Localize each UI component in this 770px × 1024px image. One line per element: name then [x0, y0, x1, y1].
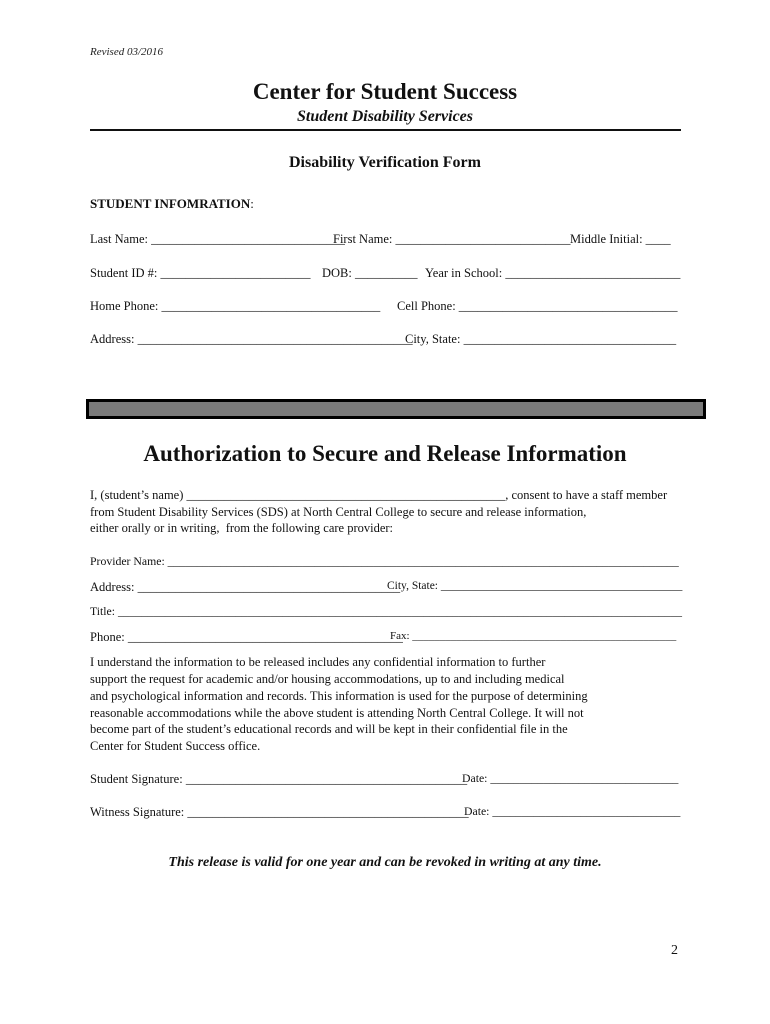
office-title: Center for Student Success [252, 79, 518, 104]
release-text-line: I understand the information to be released includes any confidential information to further [90, 655, 546, 669]
middle-initial-field[interactable]: Middle Initial: ____ [570, 232, 671, 246]
provider-city-state-field[interactable]: City, State: __________________________________________ [387, 580, 683, 592]
header-rule [90, 129, 681, 131]
year-in-school-field[interactable]: Year in School: ____________________________ [425, 266, 681, 280]
witness-signature-date-field[interactable]: Date: ________________________________ [464, 805, 681, 818]
student-info-heading [90, 196, 254, 212]
provider-phone-field[interactable]: Phone: ____________________________________________ [90, 630, 403, 644]
student-info-heading-text: STUDENT INFOMRATION [90, 196, 251, 211]
release-text-line: Center for Student Success office. [90, 739, 261, 753]
intro-text-line: from Student Disability Services (SDS) at North Central College to secure and release information, [90, 505, 587, 519]
authorization-title: Authorization to Secure and Release Information [143, 441, 627, 466]
release-text-line: support the request for academic and/or housing accommodations, up to and including medical [90, 672, 565, 686]
release-text-line: and psychological information and records. This information is used for the purpose of determining [90, 689, 588, 703]
validity-notice: This release is valid for one year and can be revoked in writing at any time. [168, 855, 602, 870]
home-phone-field[interactable]: Home Phone: ___________________________________ [90, 299, 381, 313]
section-divider-bar [86, 399, 706, 419]
student-address-field[interactable]: Address: ____________________________________________ [90, 332, 413, 346]
student-city-state-field[interactable]: City, State: __________________________________ [405, 332, 677, 346]
student-signature-date-field[interactable]: Date: ________________________________ [462, 772, 679, 785]
last-name-field[interactable]: Last Name: _______________________________ [90, 232, 345, 246]
provider-address-field[interactable]: Address: __________________________________________ [90, 580, 401, 594]
release-text-line: reasonable accommodations while the above student is attending North Central College. It will not [90, 706, 584, 720]
revised-date: Revised 03/2016 [90, 46, 164, 58]
first-name-field[interactable]: First Name: ____________________________ [333, 232, 571, 246]
provider-fax-field[interactable]: Fax: ________________________________________________ [390, 630, 677, 642]
release-text-line: become part of the student’s educational records and will be kept in their confidential file in the [90, 722, 568, 736]
student-info-heading-colon: : [250, 196, 254, 211]
department-subtitle: Student Disability Services [297, 108, 473, 125]
provider-name-field[interactable]: Provider Name: _______________________________________________________________________________________ [90, 555, 679, 568]
student-id-field[interactable]: Student ID #: ________________________ [90, 266, 311, 280]
student-name-consent-field[interactable]: I, (student’s name) ___________________________________________________, consent to have a staff member [90, 488, 668, 502]
provider-title-field[interactable]: Title: ________________________________________________________________________________________________ [90, 605, 682, 618]
form-title: Disability Verification Form [289, 154, 481, 171]
student-signature-field[interactable]: Student Signature: _____________________________________________ [90, 772, 468, 786]
cell-phone-field[interactable]: Cell Phone: ___________________________________ [397, 299, 678, 313]
witness-signature-field[interactable]: Witness Signature: _____________________________________________ [90, 805, 469, 819]
dob-field[interactable]: DOB: __________ [322, 266, 418, 280]
intro-text-line: either orally or in writing, from the following care provider: [90, 521, 394, 535]
page-number: 2 [671, 943, 678, 958]
